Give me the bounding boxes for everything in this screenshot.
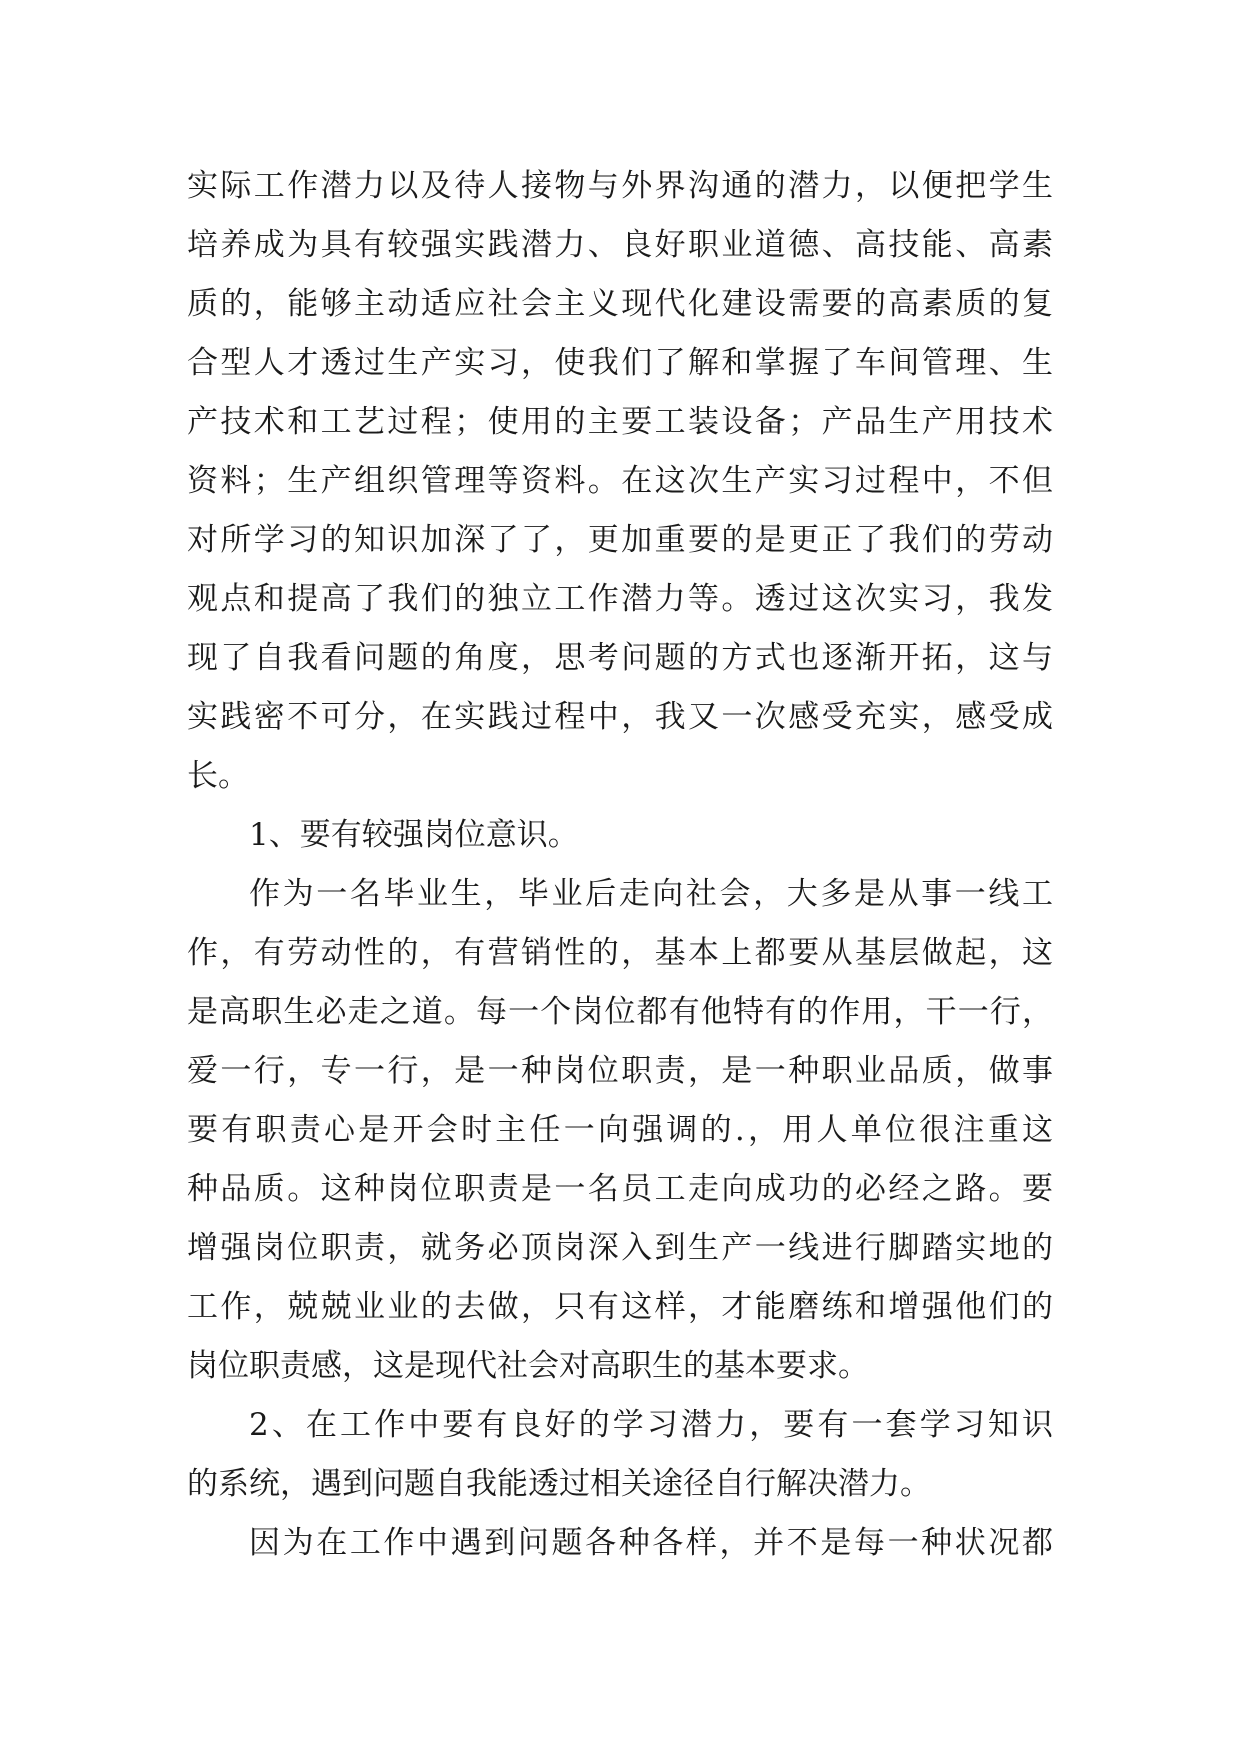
text-line: 长。: [187, 758, 249, 794]
text-line: 产技术和工艺过程；使用的主要工装设备；产品生产用技术: [187, 404, 1053, 440]
text-line: 资料；生产组织管理等资料。在这次生产实习过程中，不但: [187, 463, 1053, 499]
text-line: 观点和提高了我们的独立工作潜力等。透过这次实习，我发: [187, 581, 1053, 617]
text-line: 质的，能够主动适应社会主义现代化建设需要的高素质的复: [187, 286, 1053, 322]
text-line: 岗位职责感，这是现代社会对高职生的基本要求。: [187, 1348, 869, 1384]
text-line: 是高职生必走之道。每一个岗位都有他特有的作用，干一行，: [187, 994, 1053, 1030]
text-line: 因为在工作中遇到问题各种各样，并不是每一种状况都: [249, 1525, 1053, 1561]
text-line: 的系统，遇到问题自我能透过相关途径自行解决潜力。: [187, 1466, 931, 1502]
text-line: 实际工作潜力以及待人接物与外界沟通的潜力，以便把学生: [187, 168, 1053, 204]
document-body: [187, 157, 1053, 1573]
text-line: 对所学习的知识加深了了，更加重要的是更正了我们的劳动: [187, 522, 1053, 558]
section-heading: 2、在工作中要有良好的学习潜力，要有一套学习知识: [249, 1407, 1053, 1443]
text-line: 培养成为具有较强实践潜力、良好职业道德、高技能、高素: [187, 227, 1053, 263]
text-line: 爱一行，专一行，是一种岗位职责，是一种职业品质，做事: [187, 1053, 1053, 1089]
text-line: 现了自我看问题的角度，思考问题的方式也逐渐开拓，这与: [187, 640, 1053, 676]
text-line: 实践密不可分，在实践过程中，我又一次感受充实，感受成: [187, 699, 1053, 735]
text-line: 作，有劳动性的，有营销性的，基本上都要从基层做起，这: [187, 935, 1053, 971]
section-heading: 1、要有较强岗位意识。: [249, 817, 579, 853]
text-line: 种品质。这种岗位职责是一名员工走向成功的必经之路。要: [187, 1171, 1053, 1207]
text-line: 工作，兢兢业业的去做，只有这样，才能磨练和增强他们的: [187, 1289, 1053, 1325]
text-line: 作为一名毕业生，毕业后走向社会，大多是从事一线工: [249, 876, 1053, 912]
text-line: 增强岗位职责，就务必顶岗深入到生产一线进行脚踏实地的: [187, 1230, 1053, 1266]
text-line: 要有职责心是开会时主任一向强调的.，用人单位很注重这: [187, 1112, 1053, 1148]
text-line: 合型人才透过生产实习，使我们了解和掌握了车间管理、生: [187, 345, 1053, 381]
